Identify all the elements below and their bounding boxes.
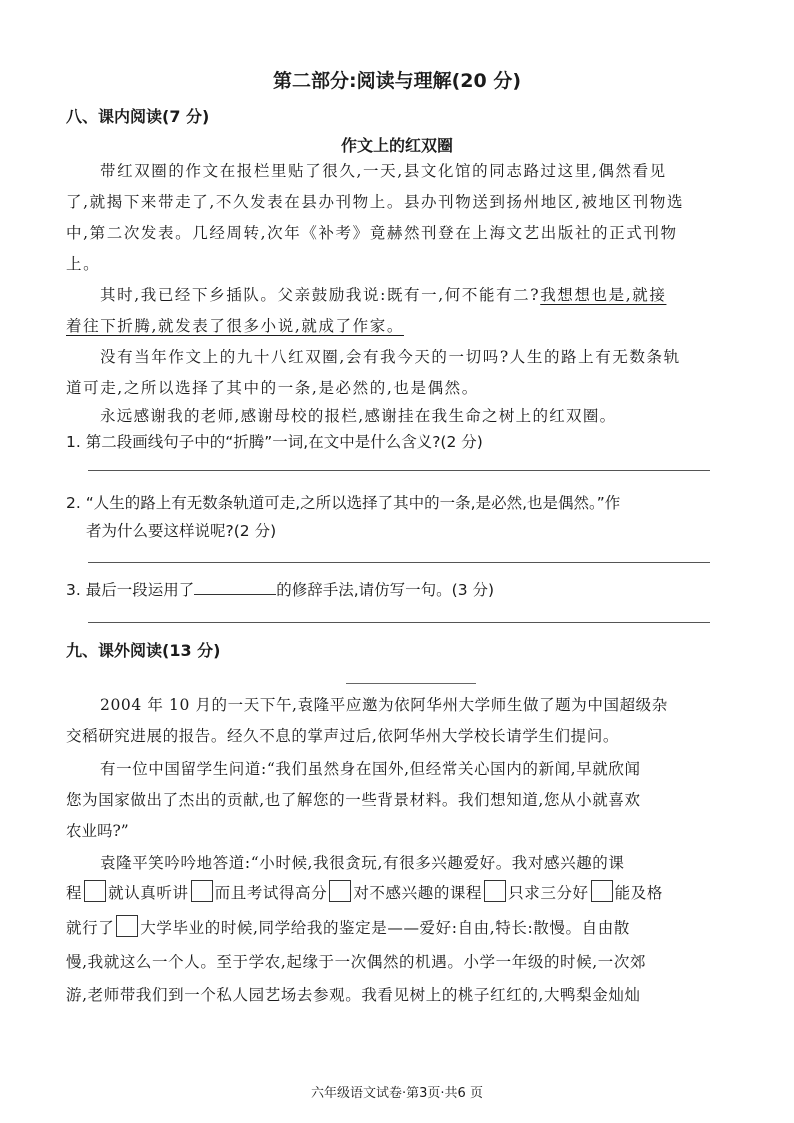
underlined-sentence: 我想想也是,就接 [540, 286, 667, 304]
passage-line: 农业吗?” [66, 822, 129, 840]
passage-line: 中,第二次发表。几经周转,次年《补考》竟赫然刊登在上海文艺出版社的正式刊物 [66, 224, 678, 242]
text-fragment: 大学毕业的时候,同学给我的鉴定是——爱好:自由,特长:散慢。自由散 [140, 919, 630, 937]
title-blank-line[interactable] [346, 683, 476, 684]
punctuation-box[interactable] [191, 880, 213, 902]
question-2-line2: 者为什么要这样说呢?(2 分) [86, 522, 277, 540]
punctuation-box[interactable] [84, 880, 106, 902]
punctuation-box[interactable] [591, 880, 613, 902]
text-fragment: 只求三分好 [508, 884, 589, 902]
text-fragment: 能及格 [614, 884, 663, 902]
punctuation-line [66, 880, 663, 903]
punctuation-box[interactable] [484, 880, 506, 902]
page-footer: 六年级语文试卷·第3页·共6 页 [311, 1086, 483, 1101]
passage-line: 游,老师带我们到一个私人园艺场去参观。我看见树上的桃子红红的,大鸭梨金灿灿 [66, 986, 641, 1004]
passage-line: 上。 [66, 255, 101, 273]
punctuation-line [66, 915, 630, 938]
passage-line: 带红双圈的作文在报栏里贴了很久,一天,县文化馆的同志路过这里,偶然看见 [100, 162, 667, 180]
question-1: 1. 第二段画线句子中的“折腾”一词,在文中是什么含义?(2 分) [66, 433, 483, 451]
passage-line: 袁隆平笑吟吟地答道:“小时候,我很贪玩,有很多兴趣爱好。我对感兴趣的课 [100, 854, 625, 872]
passage-line [100, 283, 666, 305]
text-fragment: 而且考试得高分 [214, 884, 328, 902]
question-2-line1: 2. “人生的路上有无数条轨道可走,之所以选择了其中的一条,是必然,也是偶然。”作 [66, 494, 621, 512]
passage-line: 没有当年作文上的九十八红双圈,会有我今天的一切吗?人生的路上有无数条轨 [100, 348, 681, 366]
answer-line-3[interactable] [88, 622, 710, 623]
question-3 [66, 578, 494, 600]
passage-line: 道可走,之所以选择了其中的一条,是必然的,也是偶然。 [66, 379, 479, 397]
punctuation-box[interactable] [116, 915, 138, 937]
passage-line: 有一位中国留学生问道:“我们虽然身在国外,但经常关心国内的新闻,早就欣闻 [100, 760, 641, 778]
underlined-sentence: 着往下折腾,就发表了很多小说,就成了作家。 [66, 317, 404, 335]
passage-line: 2004 年 10 月的一天下午,袁隆平应邀为依阿华州大学师生做了题为中国超级杂 [100, 696, 668, 714]
passage-text: 其时,我已经下乡插队。父亲鼓励我说:既有一,何不能有二? [100, 286, 541, 304]
question-3-text: 的修辞手法,请仿写一句。(3 分) [276, 581, 495, 599]
passage-line: 慢,我就这么一个人。至于学农,起缘于一次偶然的机遇。小学一年级的时候,一次郊 [66, 953, 647, 971]
answer-line-1[interactable] [88, 470, 710, 471]
question-3-text: 3. 最后一段运用了 [66, 581, 195, 599]
text-fragment: 程 [66, 884, 83, 902]
section-8-heading: 八、课内阅读(7 分) [66, 107, 210, 126]
answer-line-2[interactable] [88, 562, 710, 563]
passage-line: 交稻研究进展的报告。经久不息的掌声过后,依阿华州大学校长请学生们提问。 [66, 727, 619, 745]
passage-title: 作文上的红双圈 [340, 136, 453, 155]
rhetoric-blank[interactable] [194, 580, 276, 595]
part-title: 第二部分:阅读与理解(20 分) [272, 70, 522, 92]
text-fragment: 就认真听讲 [108, 884, 189, 902]
section-9-heading: 九、课外阅读(13 分) [66, 641, 221, 660]
passage-line: 永远感谢我的老师,感谢母校的报栏,感谢挂在我生命之树上的红双圈。 [100, 407, 617, 425]
passage-line: 了,就揭下来带走了,不久发表在县办刊物上。县办刊物送到扬州地区,被地区刊物选 [66, 193, 685, 211]
passage-line: 您为国家做出了杰出的贡献,也了解您的一些背景材料。我们想知道,您从小就喜欢 [66, 791, 641, 809]
text-fragment: 就行了 [66, 919, 115, 937]
text-fragment: 对不感兴趣的课程 [353, 884, 483, 902]
punctuation-box[interactable] [329, 880, 351, 902]
